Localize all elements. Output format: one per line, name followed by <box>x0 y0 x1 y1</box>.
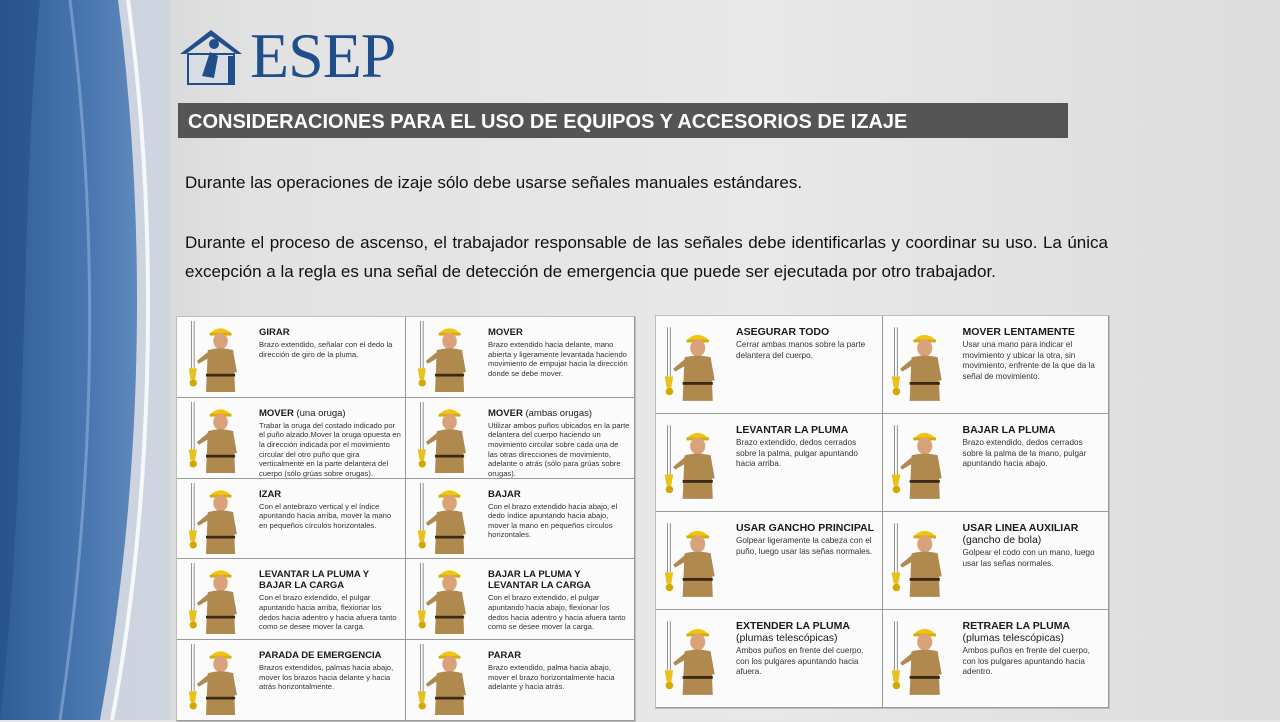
signal-title <box>259 327 401 338</box>
signal-figure <box>887 320 953 414</box>
worker-figure-icon <box>660 614 726 704</box>
signal-description: Ambos puños en frente del cuerpo, con los pulgares apuntando hacia adentro. <box>962 646 1090 676</box>
worker-figure-icon <box>410 563 480 636</box>
signal-figure <box>660 516 726 610</box>
signal-subtitle: (plumas telescópicas) <box>962 632 1065 644</box>
worker-figure-icon <box>181 483 251 556</box>
signal-cell <box>883 512 1110 610</box>
signal-title-text: MOVER <box>488 327 523 338</box>
signal-title <box>736 620 878 644</box>
signal-figure <box>887 418 953 512</box>
signal-title-text: PARADA DE EMERGENCIA <box>259 650 382 662</box>
signal-figure <box>410 644 480 721</box>
signal-description: Con el brazo extendido, el pulgar apuntando hacia arriba, flexionar los dedos hacia adentro y hacia afuera tanto como se desee mover la carga. <box>259 593 397 632</box>
esep-logo <box>176 20 396 91</box>
signal-title-text: USAR GANCHO PRINCIPAL <box>736 522 875 534</box>
signal-title <box>259 569 401 591</box>
signal-figure <box>887 614 953 708</box>
section-title-bar: CONSIDERACIONES PARA EL USO DE EQUIPOS Y ACCESORIOS DE IZAJE <box>178 103 1068 138</box>
signal-figure <box>660 614 726 708</box>
signal-figure <box>181 563 251 640</box>
signal-description: Utilizar ambos puños ubicados en la parte delantera del cuerpo haciendo un movimiento circular sobre cada una de las otras direcciones de movimiento, adelante o atrás (sólo para grúas sobre orugas). <box>488 420 630 478</box>
signal-title <box>736 326 878 338</box>
signal-title <box>259 408 401 419</box>
decorative-blue-band <box>0 0 170 720</box>
paragraph-coordination: Durante el proceso de ascenso, el trabajador responsable de las señales debe identificarlas y coordinar su uso. La única excepción a la regla es una señal de detección de emergencia que puede ser ejecutada por otro trabajador. <box>185 233 1108 281</box>
worker-figure-icon <box>660 320 726 410</box>
signal-title-text: LEVANTAR LA PLUMA <box>736 424 849 436</box>
signal-title-text: ASEGURAR TODO <box>736 326 830 338</box>
signal-title-text: BAJAR LA PLUMA <box>962 424 1056 436</box>
signal-cell <box>656 316 883 414</box>
signal-title-text: IZAR <box>259 488 282 500</box>
graduation-house-icon <box>176 26 246 86</box>
signal-cell <box>406 398 635 479</box>
signal-cell <box>656 414 883 512</box>
signal-title <box>488 327 630 338</box>
signal-description: Con el antebrazo vertical y el índice apuntando hacia arriba, mover la mano en pequeños círculos horizontales. <box>259 501 392 530</box>
signal-title-text: MOVER <box>488 407 523 419</box>
signal-title <box>488 489 630 500</box>
signal-description: Ambos puños en frente del cuerpo, con los pulgares apuntando hacia afuera. <box>736 646 864 676</box>
signal-cell <box>406 479 635 560</box>
signal-figure <box>181 644 251 721</box>
signal-title-text: GIRAR <box>259 327 290 338</box>
worker-figure-icon <box>181 644 251 717</box>
signal-title <box>488 408 630 419</box>
signal-subtitle: (ambas orugas) <box>522 407 593 419</box>
worker-figure-icon <box>410 402 480 475</box>
signal-description: Brazo extendido hacia delante, mano abierta y ligeramente levantada haciendo movimiento de empujar hacia la dirección donde se debe mover. <box>488 340 628 378</box>
signal-figure <box>410 483 480 560</box>
worker-figure-icon <box>887 614 953 704</box>
signal-cell <box>177 317 406 398</box>
signal-figure <box>181 402 251 479</box>
signal-title <box>963 424 1105 436</box>
signal-cell <box>656 512 883 610</box>
worker-figure-icon <box>181 321 251 394</box>
worker-figure-icon <box>660 516 726 606</box>
signal-title-text: RETRAER LA PLUMA <box>962 620 1071 632</box>
signal-title <box>963 522 1105 546</box>
signal-cell <box>177 640 406 721</box>
signal-description: Brazo extendido, dedos cerrados sobre la palma de la mano, pulgar apuntando hacia abajo. <box>962 438 1087 468</box>
paragraph-signals: Durante las operaciones de izaje sólo debe usarse señales manuales estándares. <box>185 173 803 192</box>
signal-description: Golpear ligeramente la cabeza con el puño, luego usar las señas normales. <box>736 536 873 556</box>
signal-description: Con el brazo extendido, el pulgar apuntando hacia abajo, flexionar los dedos hacia adentro y hacia afuera tanto como se desee mover la carga. <box>488 593 626 632</box>
worker-figure-icon <box>410 483 480 556</box>
signal-title-text: BAJAR <box>488 488 521 500</box>
signal-title <box>736 522 878 534</box>
worker-figure-icon <box>410 644 480 717</box>
signal-title <box>963 620 1105 644</box>
worker-figure-icon <box>181 563 251 636</box>
signal-cell <box>883 414 1110 512</box>
signal-figure <box>410 563 480 640</box>
signal-cell <box>406 640 635 721</box>
signal-figure <box>410 321 480 398</box>
signal-subtitle: (plumas telescópicas) <box>736 632 838 644</box>
worker-figure-icon <box>887 516 953 606</box>
worker-figure-icon <box>181 402 251 475</box>
signal-title-text: PARAR <box>488 650 522 662</box>
signal-description: Brazos extendidos, palmas hacia abajo, mover los brazos hacia delante y hacia atrás horizontalmente. <box>259 663 394 692</box>
signal-cell <box>177 479 406 560</box>
signal-subtitle: (gancho de bola) <box>962 534 1042 546</box>
signal-figure <box>410 402 480 479</box>
signal-cell <box>406 559 635 640</box>
signal-cell <box>177 398 406 479</box>
signal-title-text: USAR LINEA AUXILIAR <box>962 522 1079 534</box>
signal-cell <box>883 610 1110 708</box>
signal-title <box>259 489 401 500</box>
signal-cell <box>883 316 1110 414</box>
worker-figure-icon <box>887 320 953 410</box>
signal-subtitle: (una oruga) <box>293 407 346 419</box>
worker-figure-icon <box>410 321 480 394</box>
signal-description: Usar una mano para indicar el movimiento y ubicar la otra, sin movimiento, enfrente de la que da la señal de movimiento. <box>962 340 1095 381</box>
signal-title-text: MOVER <box>259 407 294 419</box>
signal-title <box>963 326 1105 338</box>
signal-description: Brazo extendido, dedos cerrados sobre la palma, pulgar apuntando hacia arriba. <box>736 438 858 468</box>
signal-figure <box>660 320 726 414</box>
worker-figure-icon <box>887 418 953 508</box>
signal-title <box>488 569 630 591</box>
signal-description: Trabar la oruga del costado indicado por el puño alzado.Mover la oruga opuesta en la dirección indicada por el movimiento circular del otro puño que gira verticalmente en la parte delantera del cuerpo (sólo grúas sobre orugas). <box>259 420 401 478</box>
signal-cell <box>177 559 406 640</box>
signal-title <box>736 424 878 436</box>
signal-description: Cerrar ambas manos sobre la parte delantera del cuerpo. <box>736 340 866 360</box>
signal-description: Con el brazo extendido hacia abajo, el dedo índice apuntando hacia abajo, mover la mano en pequeños círculos horizontales. <box>488 501 618 540</box>
signal-title-text: EXTENDER LA PLUMA <box>736 620 850 632</box>
signal-figure <box>181 321 251 398</box>
signal-description: Golpear el codo con un mano, luego usar las señas normales. <box>962 548 1095 568</box>
hand-signals-chart-right <box>655 315 1110 709</box>
signal-title-text: LEVANTAR LA PLUMA Y BAJAR LA CARGA <box>259 569 369 592</box>
signal-figure <box>660 418 726 512</box>
signal-cell <box>406 317 635 398</box>
signal-figure <box>887 516 953 610</box>
signal-title-text: MOVER LENTAMENTE <box>962 326 1075 338</box>
logo-text: ESEP <box>250 20 396 91</box>
worker-figure-icon <box>660 418 726 508</box>
hand-signals-chart-left <box>176 316 636 722</box>
signal-description: Brazo extendido, palma hacia abajo, mover el brazo horizontalmente hacia adelante y hacia atrás. <box>488 663 615 692</box>
signal-cell <box>656 610 883 708</box>
signal-figure <box>181 483 251 560</box>
signal-description: Brazo extendido, señalar con el dedo la dirección de giro de la pluma. <box>259 340 393 359</box>
signal-title <box>488 650 630 661</box>
signal-title-text: BAJAR LA PLUMA Y LEVANTAR LA CARGA <box>488 569 591 592</box>
signal-title <box>259 650 401 661</box>
